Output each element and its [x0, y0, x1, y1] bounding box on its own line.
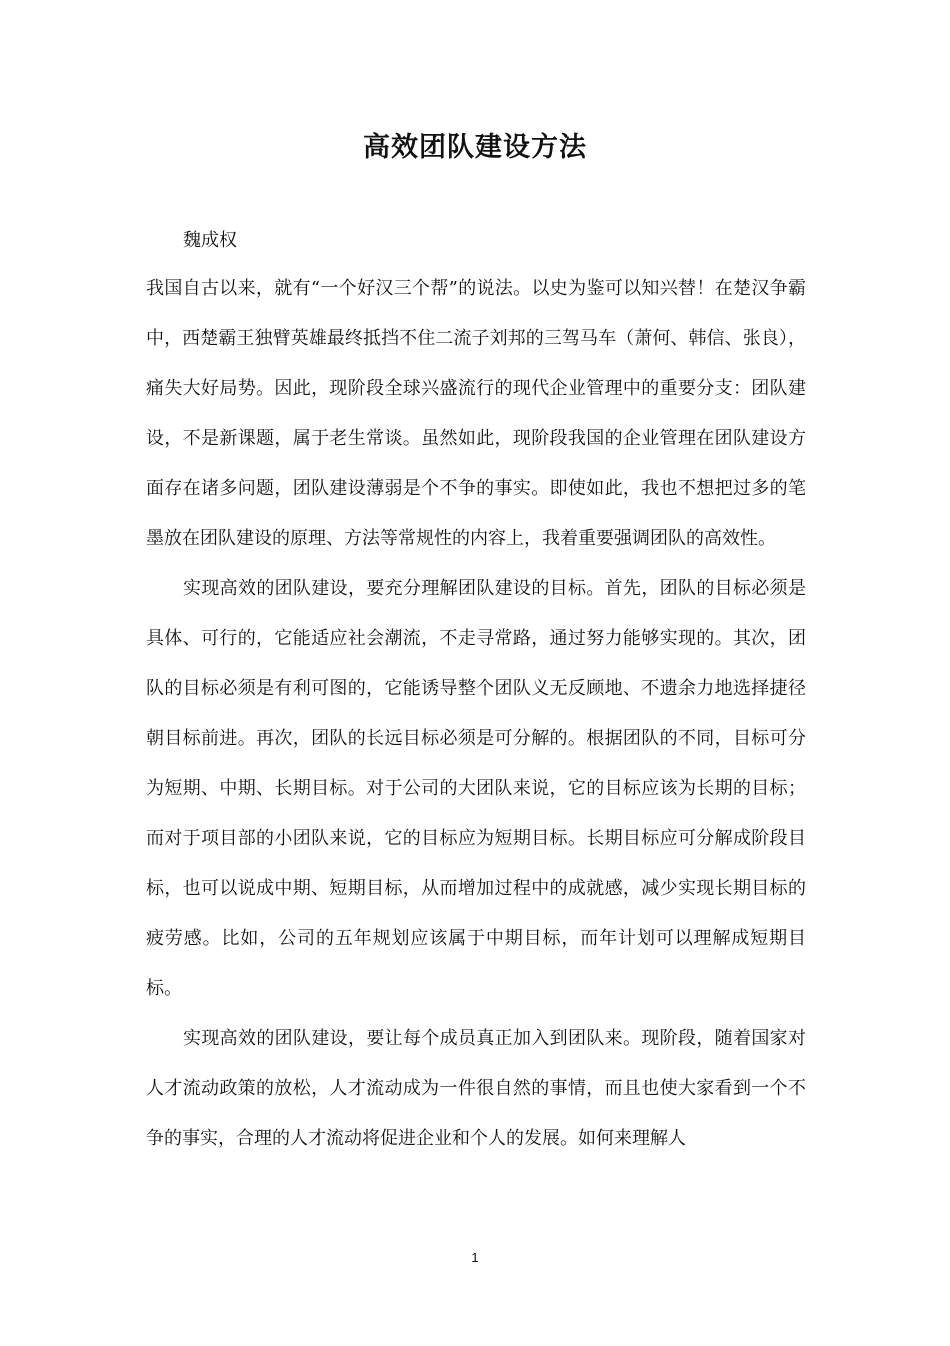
page-number: 1: [471, 1250, 479, 1265]
document-title: 高效团队建设方法: [363, 132, 587, 163]
paragraph-team-goals: 实现高效的团队建设，要充分理解团队建设的目标。首先，团队的目标必须是具体、可行的，它能适应社会潮流，不走寻常路，通过努力能够实现的。其次，团队的目标必须是有利可图的，它能诱导整个团队义无反顾地、不遗余力地选择捷径朝目标前进。再次，团队的长远目标必须是可分解的。根据团队的不同，目标可分为短期、中期、长期目标。对于公司的大团队来说，它的目标应该为长期的目标；而对于项目部的小团队来说，它的目标应为短期目标。长期目标应可分解成阶段目标，也可以说成中期、短期目标，从而增加过程中的成就感，减少实现长期目标的疲劳感。比如，公司的五年规划应该属于中期目标，而年计划可以理解成短期目标。: [146, 578, 806, 999]
paragraph-intro: 我国自古以来，就有“一个好汉三个帮”的说法。以史为鉴可以知兴替！在楚汉争霸中，西楚霸王独臂英雄最终抵挡不住二流子刘邦的三驾马车（萧何、韩信、张良），痛失大好局势。因此，现阶段全球兴盛流行的现代企业管理中的重要分支：团队建设，不是新课题，属于老生常谈。虽然如此，现阶段我国的企业管理在团队建设方面存在诸多问题，团队建设薄弱是个不争的事实。即使如此，我也不想把过多的笔墨放在团队建设的原理、方法等常规性的内容上，我着重要强调团队的高效性。: [146, 278, 806, 549]
author-name: 魏成权: [183, 230, 237, 251]
paragraph-team-members: 实现高效的团队建设，要让每个成员真正加入到团队来。现阶段，随着国家对人才流动政策的放松，人才流动成为一件很自然的事情，而且也使大家看到一个不争的事实，合理的人才流动将促进企业和个人的发展。如何来理解人: [146, 1028, 806, 1149]
document-body: [146, 218, 806, 1164]
